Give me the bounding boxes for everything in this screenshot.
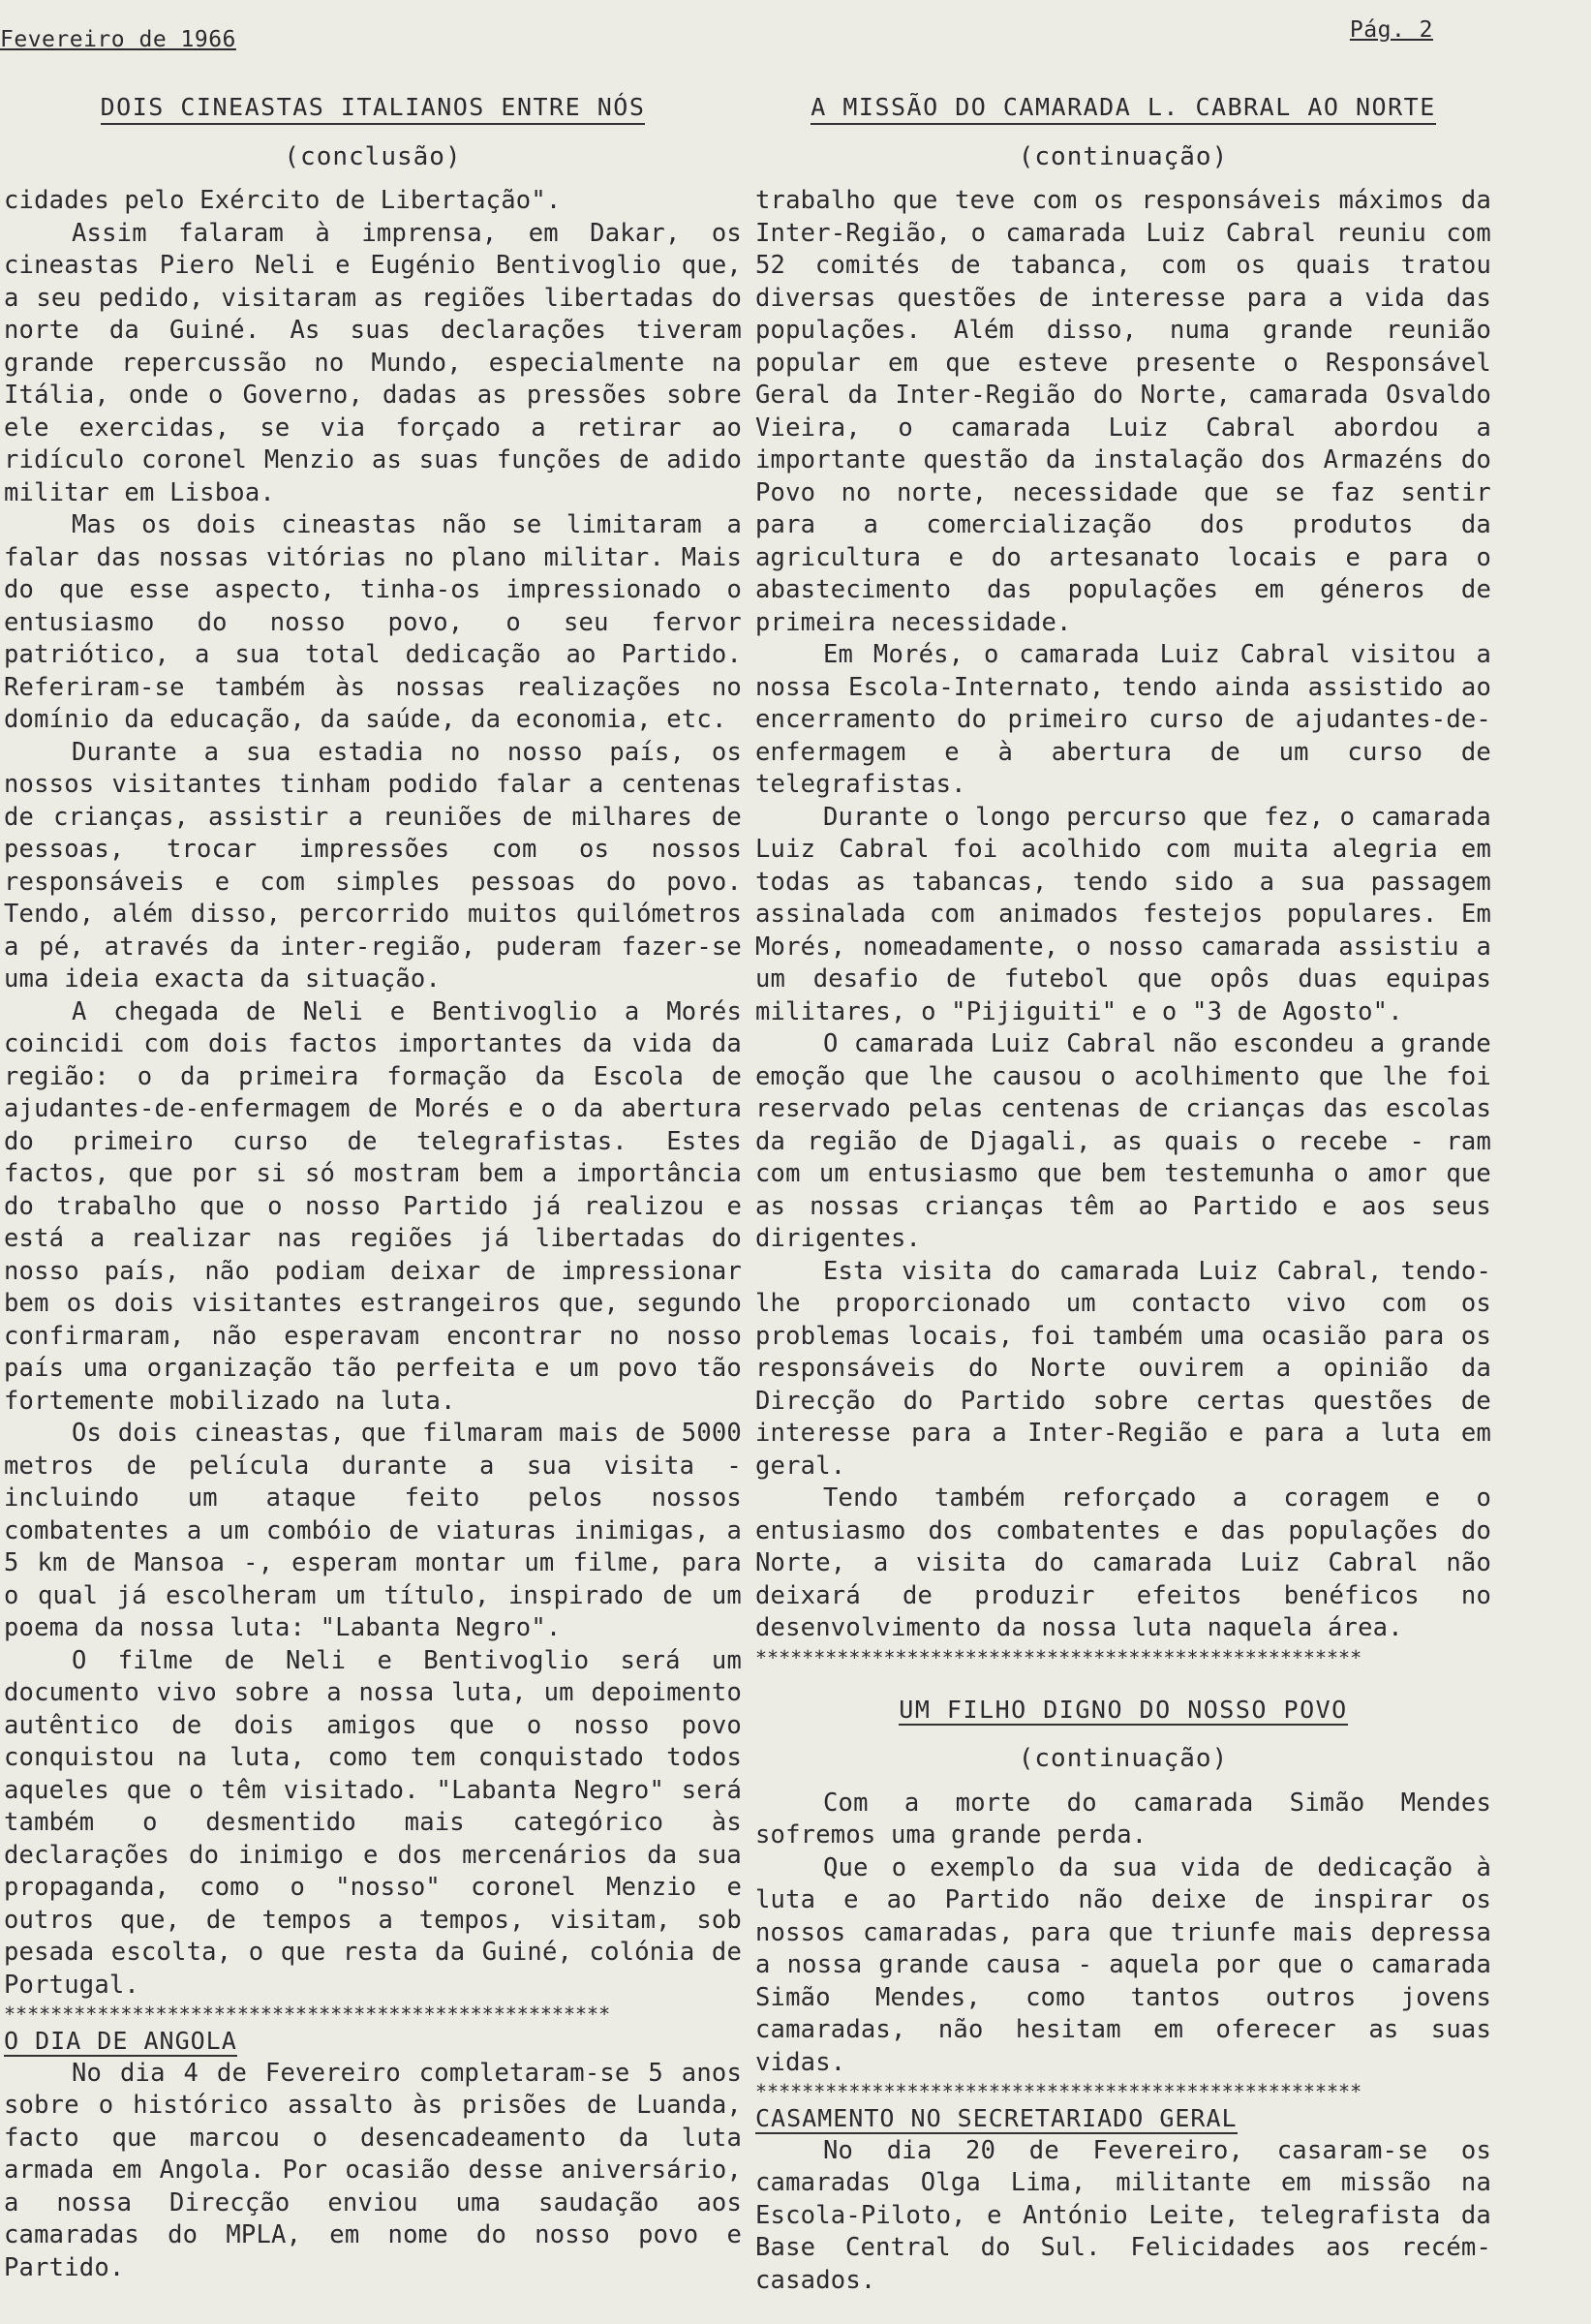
article-title: A MISSÃO DO CAMARADA L. CABRAL AO NORTE (755, 91, 1491, 124)
article-subtitle: (continuação) (1018, 141, 1229, 171)
left-column (4, 77, 742, 2284)
paragraph: A chegada de Neli e Bentivoglio a Morés coincidi com dois factos importantes da vida da região: o da primeira formação da Escola de ajudantes-de-enfermagem de Morés e o da abertura do primeiro curso de telegrafistas. Estes factos, que por si só mostram bem a importância do trabalho que o nosso Partido já realizou e está a realizar nas regiões já libertadas do nosso país, não podiam deixar de impressionar bem os dois visitantes estrangeiros que, segundo confirmaram, não esperavam encontrar no nosso país uma organização tão perfeita e um povo tão fortemente mobilizado na luta. (4, 996, 742, 1416)
paragraph: Com a morte do camarada Simão Mendes sofremos uma grande perda. (755, 1788, 1491, 1850)
paragraph: Tendo também reforçado a coragem e o entusiasmo dos combatentes e das populações do Norte, a visita do camarada Luiz Cabral não deixará de produzir efeitos benéficos no desenvolvimento da nossa luta naquela área. (755, 1483, 1491, 1642)
paragraph: Assim falaram à imprensa, em Dakar, os cineastas Piero Neli e Eugénio Bentivoglio que, a seu pedido, visitaram as regiões libertadas do norte da Guiné. As suas declarações tiveram grande repercussão no Mundo, especialmente na Itália, onde o Governo, dadas as pressões sobre ele exercidas, se via forçado a retirar ao ridículo coronel Menzio as suas funções de adido militar em Lisboa. (4, 218, 742, 507)
separator: **************************************************** (4, 2003, 611, 2025)
issue-date: Fevereiro de 1966 (0, 27, 236, 52)
paragraph: Os dois cineastas, que filmaram mais de 5000 metros de película durante a sua visita - incluindo um ataque feito pelos nossos combatentes a um combóio de viaturas inimigas, a 5 km de Mansoa -, esperam montar um filme, para o qual já escolheram um título, inspirado de um poema da nossa luta: "Labanta Negro". (4, 1419, 742, 1642)
article-title: CASAMENTO NO SECRETARIADO GERAL (755, 2104, 1238, 2132)
paragraph: Durante o longo percurso que fez, o camarada Luiz Cabral foi acolhido com muita alegria em todas as tabancas, tendo sido a sua passagem assinalada com animados festejos populares. Em Morés, nomeadamente, o nosso camarada assistiu a um desafio de futebol que opôs duas equipas militares, o "Pijiguiti" e o "3 de Agosto". (755, 802, 1491, 1026)
separator: **************************************************** (755, 2081, 1362, 2102)
article-title: DOIS CINEASTAS ITALIANOS ENTRE NÓS (4, 91, 742, 124)
paragraph: cidades pelo Exército de Libertação". (4, 186, 562, 215)
paragraph: No dia 20 de Fevereiro, casaram-se os camaradas Olga Lima, militante em missão na Escola-Piloto, e António Leite, telegrafista da Base Central do Sul. Felicidades aos recém-casados. (755, 2135, 1491, 2295)
article-title: O DIA DE ANGOLA (4, 2027, 237, 2055)
paragraph: No dia 4 de Fevereiro completaram-se 5 anos sobre o histórico assalto às prisões de Luanda, facto que marcou o desencadeamento da luta armada em Angola. Por ocasião desse aniversário, a nossa Direcção enviou uma saudação aos camaradas do MPLA, em nome do nosso povo e Partido. (4, 2058, 742, 2282)
paragraph: Durante a sua estadia no nosso país, os nossos visitantes tinham podido falar a centenas de crianças, assistir a reuniões de milhares de pessoas, trocar impressões com os nossos responsáveis e com simples pessoas do povo. Tendo, além disso, percorrido muitos quilómetros a pé, através da inter-região, puderam fazer-se uma ideia exacta da situação. (4, 737, 742, 994)
separator: **************************************************** (755, 1646, 1362, 1668)
paragraph: Em Morés, o camarada Luiz Cabral visitou a nossa Escola-Internato, tendo ainda assistido ao encerramento do primeiro curso de ajudantes-de-enfermagem e à abertura de um curso de telegrafistas. (755, 640, 1491, 799)
paragraph: trabalho que teve com os responsáveis máximos da Inter-Região, o camarada Luiz Cabral reuniu com 52 comités de tabanca, com os quais tratou diversas questões de interesse para a vida das populações. Além disso, numa grande reunião popular em que esteve presente o Responsável Geral da Inter-Região do Norte, camarada Osvaldo Vieira, o camarada Luiz Cabral abordou a importante questão da instalação dos Armazéns do Povo no norte, necessidade que se faz sentir para a comercialização dos produtos da agricultura e do artesanato locais e para o abastecimento das populações em géneros de primeira necessidade. (755, 186, 1491, 637)
paragraph: Esta visita do camarada Luiz Cabral, tendo-lhe proporcionado um contacto vivo com os problemas locais, foi também uma ocasião para os responsáveis do Norte ouvirem a opinião da Direcção do Partido sobre certas questões de interesse para a Inter-Região e para a luta em geral. (755, 1256, 1491, 1481)
paragraph: O camarada Luiz Cabral não escondeu a grande emoção que lhe causou o acolhimento que lhe foi reservado pelas centenas de crianças das escolas da região de Djagali, as quais o recebe - ram com um entusiasmo que bem testemunha o amor que as nossas crianças têm ao Partido e aos seus dirigentes. (755, 1029, 1491, 1253)
article-subtitle: (conclusão) (284, 141, 462, 171)
paragraph: Que o exemplo da sua vida de dedicação à luta e ao Partido não deixe de inspirar os nossos camaradas, para que triunfe mais depressa a nossa grande causa - aquela por que o camarada Simão Mendes, como tantos outros jovens camaradas, não hesitam em oferecer as suas vidas. (755, 1852, 1491, 2077)
article-subtitle: (continuação) (1018, 1744, 1229, 1773)
page-header (0, 14, 1491, 52)
paragraph: O filme de Neli e Bentivoglio será um documento vivo sobre a nossa luta, um depoimento autêntico de dois amigos que o nosso povo conquistou na luta, como tem conquistado todos aqueles que o têm visitado. "Labanta Negro" será também o desmentido mais categórico às declarações do inimigo e dos mercenários da sua propaganda, como o "nosso" coronel Menzio e outros que, de tempos a tempos, visitam, sob pesada escolta, o que resta da Guiné, colónia de Portugal. (4, 1645, 742, 2000)
article-title: UM FILHO DIGNO DO NOSSO POVO (899, 1695, 1348, 1724)
right-column (755, 77, 1491, 2297)
paragraph: Mas os dois cineastas não se limitaram a falar das nossas vitórias no plano militar. Mais do que esse aspecto, tinha-os impressionado o entusiasmo do nosso povo, o seu fervor patriótico, a sua total dedicação ao Partido. Referiram-se também às nossas realizações no domínio da educação, da saúde, da economia, etc. (4, 510, 742, 734)
page-number: Pág. 2 (1349, 17, 1433, 43)
